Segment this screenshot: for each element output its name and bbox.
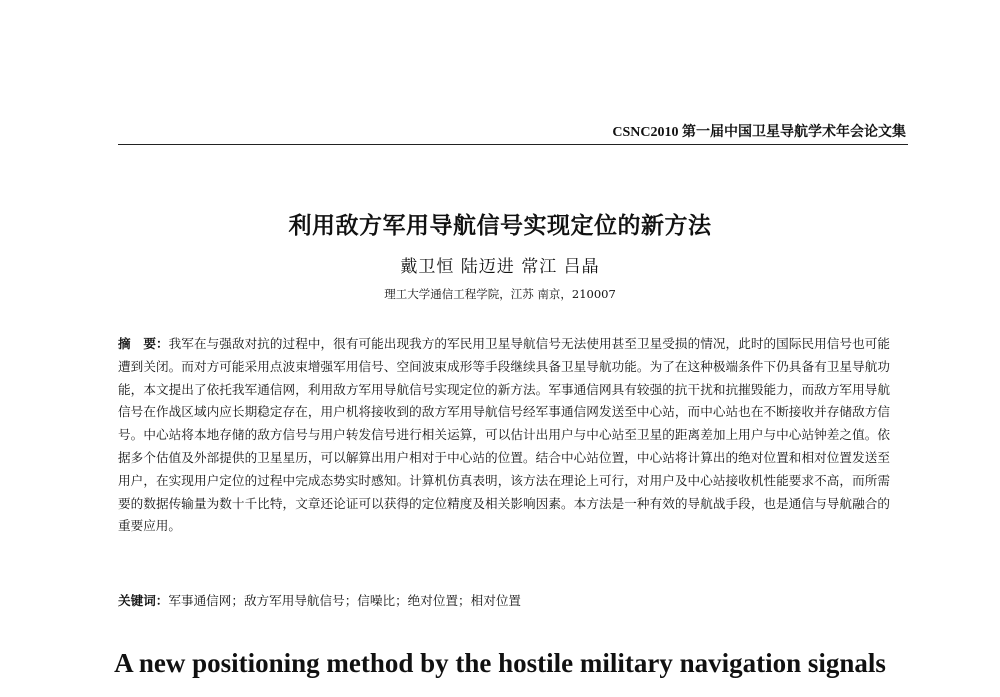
- abstract-text: 我军在与强敌对抗的过程中，很有可能出现我方的军民用卫星导航信号无法使用甚至卫星受损的情况，此时的国际民用信号也可能遭到关闭。而对方可能采用点波束增强军用信号、空间波束成形等手段继续具备卫星导航功能。为了在这种极端条件下仍具备有卫星导航功能，本文提出了依托我军通信网，利用敌方军用导航信号实现定位的新方法。军事通信网具有较强的抗干扰和抗摧毁能力，而敌方军用导航信号在作战区域内应长期稳定存在，用户机将接收到的敌方军用导航信号经军事通信网发送至中心站，而中心站也在不断接收并存储敌方信号。中心站将本地存储的敌方信号与用户转发信号进行相关运算，可以估计出用户与中心站至卫星的距离差加上用户与中心站钟差之值。依据多个估值及外部提供的卫星星历，可以解算出用户相对于中心站的位置。结合中心站位置，中心站将计算出的绝对位置和相对位置发送至用户，在实现用户定位的过程中完成态势实时感知。计算机仿真表明，该方法在理论上可行，对用户及中心站接收机性能要求不高，而所需要的数据传输量为数十千比特，文章还论证可以获得的定位精度及相关影响因素。本方法是一种有效的导航战手段，也是通信与导航融合的重要应用。: [118, 336, 891, 534]
- abstract-label: 摘 要：: [118, 336, 169, 351]
- english-title: A new positioning method by the hostile military navigation signals: [114, 648, 886, 678]
- abstract: [118, 333, 890, 538]
- affiliation: 理工大学通信工程学院，江苏 南京，210007: [384, 287, 616, 301]
- keywords-text: 军事通信网；敌方军用导航信号；信噪比；绝对位置；相对位置: [168, 593, 521, 608]
- keywords: [118, 590, 890, 612]
- running-header: [118, 120, 908, 145]
- paper-title: 利用敌方军用导航信号实现定位的新方法: [288, 213, 712, 239]
- authors: 戴卫恒 陆迈进 常江 吕晶: [400, 257, 600, 277]
- keywords-label: 关键词：: [118, 593, 169, 608]
- header-text: CSNC2010 第一届中国卫星导航学术年会论文集: [612, 125, 906, 140]
